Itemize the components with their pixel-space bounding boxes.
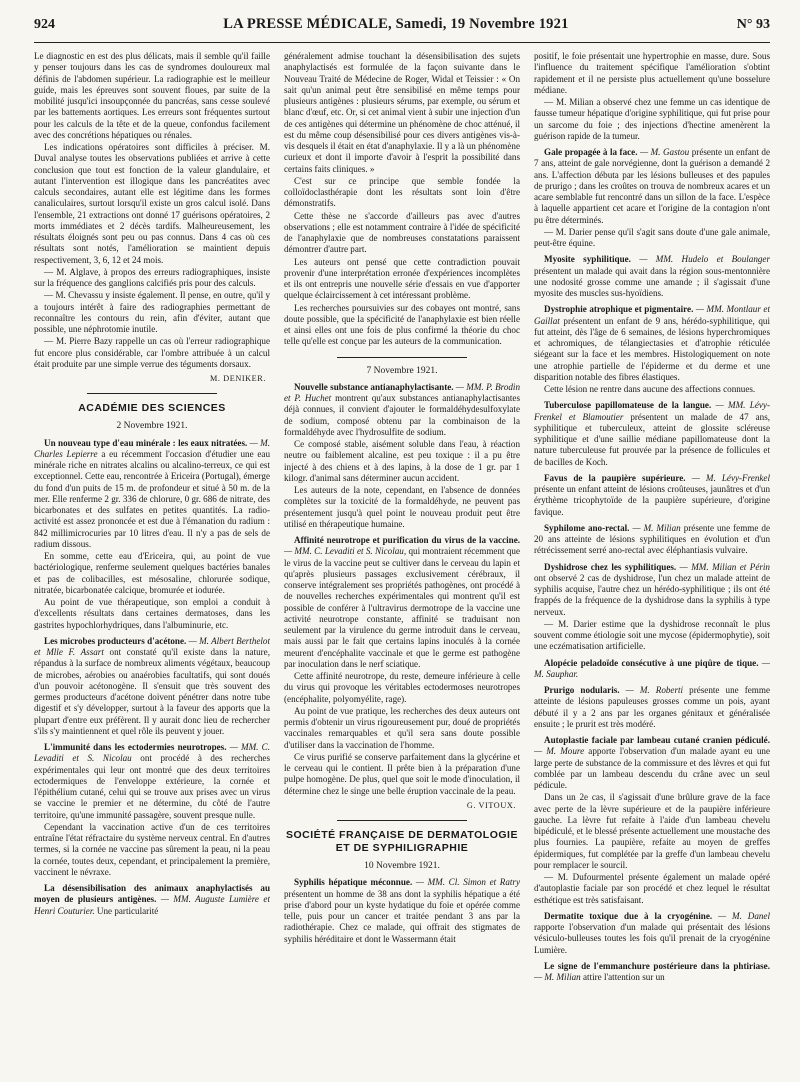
article-item [534, 685, 770, 730]
article-lead [534, 147, 770, 226]
article-text: présentent un malade de 47 ans, syphilitique et tuberculeux, atteint de glossite scléreuse syphilitique et d'une saillie médiane papillomateuse dont la nature tuberculeuse fut prouvée par la présence de follicules et de bacilles de Koch. [534, 411, 770, 467]
article-text: présentent un malade qui avait dans la région sous-mentonnière une nodosité grosse comme une amande ; il s'agissait d'une myosite des muscles sus-hyoïdiens. [534, 265, 770, 298]
article-author: — M. Milian [534, 972, 581, 982]
article-item [34, 742, 270, 878]
article-title: Autoplastie faciale par lambeau cutané cranien pédiculé. [544, 735, 770, 745]
paragraph: Ce composé stable, aisément soluble dans l'eau, à réaction neutre ou faiblement alcaline, est peu toxique : il a pu être injecté à des chiens et à des lapins, à la dose de 1 gr. par 1 kilogr. d'animal sans déterminer aucun accident. [284, 439, 520, 483]
article-text: présentent un homme de 38 ans dont la syphilis hépatique a été prise d'abord pour un kyste hydatique du foie et opérée comme telle, puis pour un cancer et traitée pendant 3 ans par la radiothérapie. Chez ce malade, qui offrait des stigmates de syphilis héréditaire et dont le Wassermann était [284, 888, 520, 944]
article-author: — M. Albert Berthelot et Mlle F. Assart [34, 635, 270, 657]
article-author: — MM. Hudelo et Boulanger [639, 254, 770, 265]
issue-number: N° 93 [736, 17, 770, 32]
article-item [534, 147, 770, 249]
article-author: — MM. Montlaur et Gaillat [534, 304, 770, 326]
article-item [284, 877, 520, 945]
signature: M. DENIKER. [210, 374, 266, 383]
paragraph: Le diagnostic en est des plus délicats, mais il semble qu'il faille y penser toujours dans les cas de syndromes douloureux mal définis de l'abdomen supérieur. La radiographie est le meilleur guide, mais les épreuves sont souvent floues, par suite de la mobilité jusqu'ici insoupçonnée du pancréas, sans cesse soulevé par les battements aortiques. Les erreurs sont fréquentes surtout pour les calculs de la tête et de la queue, confondus facilement avec des concrétions hépatiques ou rénales. [34, 51, 270, 140]
article-title: Tuberculose papillomateuse de la langue. [544, 400, 712, 411]
article-author: — MM. Cl. Simon et Ratry [415, 877, 520, 888]
article-lead [284, 877, 520, 945]
section-heading: ACADÉMIE DES SCIENCES [78, 402, 226, 415]
paragraph: Les auteurs de la note, cependant, en l'absence de données complètes sur la toxicité de la formaldéhyde, ne peuvent pas présentement jusqu'à quel point le nouveau produit peut être utilisé en thérapeutique humaine. [284, 485, 520, 529]
paragraph: Cette affinité neurotrope, du reste, demeure inférieure à celle du virus qui provoque les véritables ectodermoses neurotropes (encéphalite, polyomyélite, rage). [284, 671, 520, 704]
article-lead [534, 961, 770, 984]
article-title: Les microbes producteurs d'acétone. [44, 635, 187, 646]
article-item [534, 473, 770, 518]
article-title: Un nouveau type d'eau minérale : les eaux nitratées. [44, 437, 248, 448]
article-lead [34, 883, 270, 917]
article-title: Syphilis hépatique méconnue. [294, 877, 413, 888]
article-item [534, 400, 770, 468]
article-lead [284, 382, 520, 438]
paragraph: — M. Pierre Bazy rappelle un cas où l'erreur radiographique fut encore plus considérable, car l'ombre attribuée à un calcul était produite par une simple verrue des téguments dorsaux. [34, 336, 270, 369]
paragraph: — M. Darier estime que la dyshidrose reconnaît le plus souvent comme étiologie soit une mycose (épidermophytie), soit une eczématisation artificielle. [534, 618, 770, 652]
paragraph: C'est sur ce principe que semble fondée la colloïdoclasthérapie dont les résultats sont loin d'être démonstratifs. [284, 175, 520, 209]
article-item [534, 735, 770, 906]
article-lead [34, 636, 270, 737]
section-rule [337, 820, 467, 821]
article-item [534, 911, 770, 956]
article-lead [534, 685, 770, 730]
article-author: — MM. P. Brodin et P. Huchet [284, 381, 520, 403]
paragraph: positif, le foie présentait une hypertrophie en masse, dure. Sous l'influence du traitement spécifique l'amélioration s'obtint rapidement et il ne persiste plus actuellement qu'une bosselure médiane. [534, 51, 770, 95]
article-lead [534, 400, 770, 468]
article-title: Syphilome ano-rectal. [544, 522, 630, 533]
article-text: ont observé 2 cas de dyshidrose, l'un chez un malade atteint de syphilis acquise, l'autre chez un hérédo-syphilitique ; ils ont été frappés de la fréquence de la dyshidrose dans la syphilis à type nerveux. [534, 572, 770, 617]
article-item [534, 961, 770, 984]
article-text: montrent qu'aux substances antianaphylactisantes déjà connues, il convient d'ajouter le formaldéhydesulfoxylate de sodium, composé obtenu par la combinaison de la formaldéhyde avec l'hydrosulfite de sodium. [284, 393, 520, 437]
article-lead [34, 742, 270, 821]
article-title: Dermatite toxique due à la cryogénine. [544, 910, 713, 921]
article-title: Affinité neurotrope et purification du virus de la vaccine. [294, 535, 520, 545]
article-text: présente un enfant de 7 ans, atteint de gale norvégienne, dont la guérison a demandé 2 ans. L'affection débuta par les lésions bulleuses et des papules de prurigo ; dans les croûtes on trouva de nombreux acares et un acare semblable fut rencontré dans un sillon de la face. L'espèce à laquelle appartient cet acare et l'origine de la contagion n'ont pu être déterminés. [534, 147, 770, 225]
article-item [534, 658, 770, 681]
article-text: attire l'attention sur un [583, 972, 665, 982]
article-author: — M. Charles Lepierre [34, 437, 270, 459]
article-author: — M. Roberti [625, 685, 684, 695]
article-lead [534, 473, 770, 518]
article-lead [534, 911, 770, 956]
article-item [534, 562, 770, 653]
article-item [34, 883, 270, 917]
paragraph: — M. Dufourmentel présente également un malade opéré d'autoplastie faciale par son procédé et chez lequel le résultat esthétique est très satisfaisant. [534, 872, 770, 905]
article-item [284, 535, 520, 797]
article-text: ont constaté qu'il existe dans la nature, répandus à la surface de nombreux aliments végétaux, beaucoup de microbes, aérobies ou anaérobies facultatifs, qui sont doués d'un pouvoir acétonogène. Il s'ensuit que très souvent des germes producteurs d'acétone doivent pénétrer dans notre tube digestif et s'y développer, surtout à la faveur des apports que la plupart d'entre eux préfèrent. Il y aurait donc lieu de rechercher s'ils s'y maintiennent et quel rôle ils peuvent y jouer. [34, 647, 270, 736]
paragraph: En somme, cette eau d'Ericeira, qui, au point de vue bactériologique, renferme seulement quelques bactéries banales et pas de colibacilles, est mésosaline, chlorurée sodique, nitratée, bicarbonatée calcique, bromurée et iodurée. [34, 551, 270, 595]
article-author: — MM. C. Levaditi et S. Nicolau, [284, 546, 407, 557]
paragraph: Cependant la vaccination active d'un de ces territoires entraîne l'état réfractaire du système nerveux central. En d'autres termes, si la cornée ne vaccine pas sûrement la peau, ni la peau la cornée, toutes deux, cependant, et principalement la première, vaccinent le névraxe. [34, 821, 270, 877]
column-1 [34, 51, 270, 1071]
article-title: Nouvelle substance antianaphylactisante. [294, 381, 454, 392]
article-title: Favus de la paupière supérieure. [544, 472, 686, 483]
article-author: — M. Danel [718, 910, 770, 921]
article-text: présente un enfant atteint de lésions croûteuses, jaunâtres et d'un érythème tricophytoïde de la paupière supérieure, d'origine favique. [534, 484, 770, 517]
article-text: Une particularité [96, 905, 159, 916]
paragraph: généralement admise touchant la désensibilisation des sujets anaphylactisés est formulée de la façon suivante dans le Nouveau Traité de Médecine de Roger, Widal et Teissier : « On sait qu'un animal peut être sensibilisé en même temps pour plusieurs antigènes : plusieurs sérums, par exemple, ou sérum et blanc d'œuf, etc. Or, si cet animal vient à subir une injection d'un de ces antigènes qui détermine un phénomène de choc atténué, il est du même coup désensibilisé pour ces divers antigènes vis-à-vis desquels il était en état d'anaphylaxie. Il y a là un phénomène curieux et dont il importe d'avoir à l'esprit la possibilité dans certains faits cliniques. » [284, 51, 520, 174]
article-item [34, 438, 270, 631]
paragraph: — M. Alglave, à propos des erreurs radiographiques, insiste sur la fréquence des ganglions calcifiés pris pour des calculs. [34, 266, 270, 288]
article-text: a eu récemment l'occasion d'étudier une eau minérale riche en nitrates alcalins ou alcalino-terreux, ce qui est exceptionnel. Cette eau, rencontrée à Ericeira (Portugal), émerge du fond d'un puits de 15 m. de profondeur et situé à 50 m. de la mer. Elle renferme 2 gr. 336 de chlorure, 0 gr. 686 de nitrate, des bicarbonates et des sulfates en petites quantités. La radio-activité est assez prononcée et est due à l'émanation du radium : 842 millimicrocuries par 10 litres d'eau. Il n'y a pas de sels de radium dissous. [34, 448, 270, 549]
column-2 [284, 51, 520, 1071]
article-title: Gale propagée à la face. [544, 147, 638, 157]
article-lead [534, 254, 770, 299]
article-item [534, 254, 770, 299]
article-title: Dystrophie atrophique et pigmentaire. [544, 304, 694, 315]
page-number: 924 [34, 17, 55, 32]
paragraph: Dans un 2e cas, il s'agissait d'une brûlure grave de la face avec perte de la lèvre supérieure et de la paupière inférieure gauche. La lèvre fut refaite à l'aide d'un lambeau chevelu bipédiculé, et le blessé présente actuellement une moustache des plus fournies. La paupière, refaite au moyen de greffes épidermiques, fut complétée par la greffe d'un lambeau chevelu pour remplacer le sourcil. [534, 792, 770, 870]
article-title: Myosite syphilitique. [544, 254, 631, 265]
article-author: — MM. Auguste Lumière et Henri Couturier. [34, 894, 270, 916]
text-columns [34, 51, 770, 1071]
article-lead [534, 562, 770, 618]
session-date: 10 Novembre 1921. [364, 861, 440, 871]
article-title: L'immunité dans les ectodermies neurotropes. [44, 742, 227, 752]
article-lead [534, 735, 770, 791]
article-text: qui montraient récemment que le virus de la vaccine peut se cultiver dans le cerveau du lapin et qu'après plusieurs passages exclusivement cérébraux, il conserve intégralement ses propriétés pathogènes, ont procédé à de nouvelles recherches expérimentales qui montrent qu'il est possible de conférer à l'ultravirus dermotrope de la vaccine une activité neurotrope constante, affinité se traduisant non seulement par la virulence du germe introduit dans le cerveau, mais aussi par le fait que certains lapins inoculés à la cornée meurent d'encéphalite vaccinale et que le germe est pathogène par inoculation dans le nerf sciatique. [284, 546, 520, 669]
paragraph: — M. Milian a observé chez une femme un cas identique de fausse tumeur hépatique d'origine syphilitique, qui fut prise pour un sarcome du foie ; des injections d'hectine amenèrent la guérison rapide de la tumeur. [534, 97, 770, 141]
article-author: — M. Lévy-Frenkel [691, 472, 770, 483]
paragraph: Cette thèse ne s'accorde d'ailleurs pas avec d'autres observations ; elle est notamment contraire à l'idée de spécificité de l'anaphylaxie que de nombreuses constatations paraissent démontrer d'autre part. [284, 210, 520, 255]
article-lead [34, 438, 270, 551]
article-item [284, 382, 520, 530]
article-text: présente une femme de 20 ans atteinte de lésions syphilitiques en évolution et d'un rétrécissement serré ano-rectal avec éléphantiasis vulvaire. [534, 522, 770, 556]
article-author: — M. Sauphar. [534, 657, 770, 679]
section-heading: SOCIÉTÉ FRANÇAISE DE DERMATOLOGIE ET DE SYPHILIGRAPHIE [286, 829, 518, 854]
article-lead [534, 658, 770, 681]
article-author: — MM. C. Levaditi et S. Nicolau [34, 742, 270, 764]
article-text: présente une femme atteinte de lésions papuleuses grosses comme un pois, ayant débuté il y a 2 ans par les organes génitaux et généralisée ensuite ; le prurit est très modéré. [534, 685, 770, 729]
article-author: — M. Milian [632, 522, 681, 533]
paragraph: Cette lésion ne rentre dans aucune des affections connues. [544, 384, 756, 394]
article-lead [284, 535, 520, 670]
article-title: Alopécie peladoïde consécutive à une piqûre de tique. [544, 657, 759, 668]
article-text: présentent un enfant de 9 ans, hérédo-syphilitique, qui fut atteint, dès l'âge de 6 semaines, de lésions hyperchromiques et achromiques, de télangiectasies et d'atrophie réticulée siégeant sur la face et les membres. Histologiquement on note une atrophie partielle de l'épiderme et du derme et une disparition notable des fibres élastiques. [534, 315, 770, 382]
session-date: 2 Novembre 1921. [116, 421, 188, 432]
paragraph: Les indications opératoires sont difficiles à préciser. M. Duval analyse toutes les observations publiées et arrive à cette conclusion que tout est fonction de la valeur glandulaire, et autant l'intervention est illogique dans les pancréatites avec calculs secondaires, autant elle est légitime dans les formes canaliculaires, surtout lorsqu'il existe un gros calcul isolé. Dans l'ensemble, 21 extractions ont donné 17 guérisons opératoires, 2 morts immédiates et 2 décès tardifs. Malheureusement, les résultats éloignés sont peu ou pas connus. Dans 4 cas où ces résultats sont notés, l'amélioration se maintient depuis respectivement, 3, 6, 12 et 24 mois. [34, 142, 270, 265]
paragraph: Les recherches poursuivies sur des cobayes ont montré, sans doute possible, que la spécificité de l'anaphylaxie est bien réelle et ainsi elles ont une fois de plus confirmé la théorie du choc telle qu'elle est conçue par les auteurs de la communication. [284, 302, 520, 347]
article-title: La désensibilisation des animaux anaphylactisés au moyen de plusieurs antigènes. [34, 883, 270, 905]
article-title: Prurigo nodularis. [544, 685, 620, 695]
article-text: rapporte l'observation d'un malade qui présentait des lésions vésiculo-bulleuses toutes les fois qu'il prenait de la cryogénine Lumière. [534, 922, 770, 955]
article-author: — MM. Lévy-Frenkel et Blamoutier [534, 400, 770, 422]
article-item [534, 304, 770, 395]
article-author: — MM. Milian et Périn [679, 561, 770, 572]
article-item [534, 523, 770, 557]
paragraph: Les auteurs ont pensé que cette contradiction pouvait provenir d'une interprétation erronée d'expériences incomplètes et ils ont entrepris une nouvelle série d'essais en vue d'apporter quelque éclaircissement à cet intéressant problème. [284, 256, 520, 301]
paragraph: Au point de vue thérapeutique, son emploi a conduit à d'excellents résultats dans certaines dermatoses, dans les gastrites hypochlorhydriques, dans l'albuminurie, etc. [34, 597, 270, 630]
article-lead [534, 304, 770, 383]
section-rule [87, 393, 217, 394]
article-text: apporte l'observation d'un malade ayant eu une large perte de substance de la commissure et des lèvres et qui fut comblée par un lambeau descendu du crâne avec un seul pédicule. [534, 746, 770, 790]
page-header [34, 16, 770, 43]
paragraph: — M. Chevassu y insiste également. Il pense, en outre, qu'il y a toujours intérêt à faire des radiographies permettant de reconnaître les contours du rein, afin d'éviter, autant que possible, une néphrotomie inutile. [34, 290, 270, 334]
article-author: — M. Gastou [640, 147, 690, 157]
article-lead [534, 523, 770, 557]
section-rule [337, 357, 467, 358]
column-3 [534, 51, 770, 1071]
article-title: Le signe de l'emmanchure postérieure dans la phtiriase. [544, 960, 770, 971]
paragraph: — M. Darier pense qu'il s'agit sans doute d'une gale animale, peut-être équine. [534, 226, 770, 248]
article-author: — M. Moure [534, 746, 585, 757]
paragraph: Au point de vue pratique, les recherches des deux auteurs ont permis d'obtenir un virus rigoureusement pur, doué de propriétés vaccinales remarquables et qu'il sera sans doute possible d'utiliser dans la vaccination de l'homme. [284, 705, 520, 750]
article-title: Dyshidrose chez les syphilitiques. [544, 561, 677, 572]
paragraph: Ce virus purifié se conserve parfaitement dans la glycérine et le cerveau qui le contient. Il prête bien à la préparation d'une pulpe homogène. De plus, quel que soit le mode d'inoculation, il détermine chez le singe une belle éruption vaccinale de la peau. [284, 751, 520, 796]
signature: G. VITOUX. [466, 800, 516, 810]
article-text: ont procédé à des recherches expérimentales qui leur ont montré que des deux territoires ectodermiques de l'enveloppe extérieure, la cornée et l'épithélium cutané, celui qui se trouve aux prises avec un virus se vaccine le premier et ne détermine, du côté de l'autre territoire, qu'une immunité passagère, souvent presque nulle. [34, 753, 270, 820]
session-date: 7 Novembre 1921. [366, 365, 438, 376]
journal-title: LA PRESSE MÉDICALE, Samedi, 19 Novembre 1921 [223, 16, 569, 32]
article-item [34, 636, 270, 737]
